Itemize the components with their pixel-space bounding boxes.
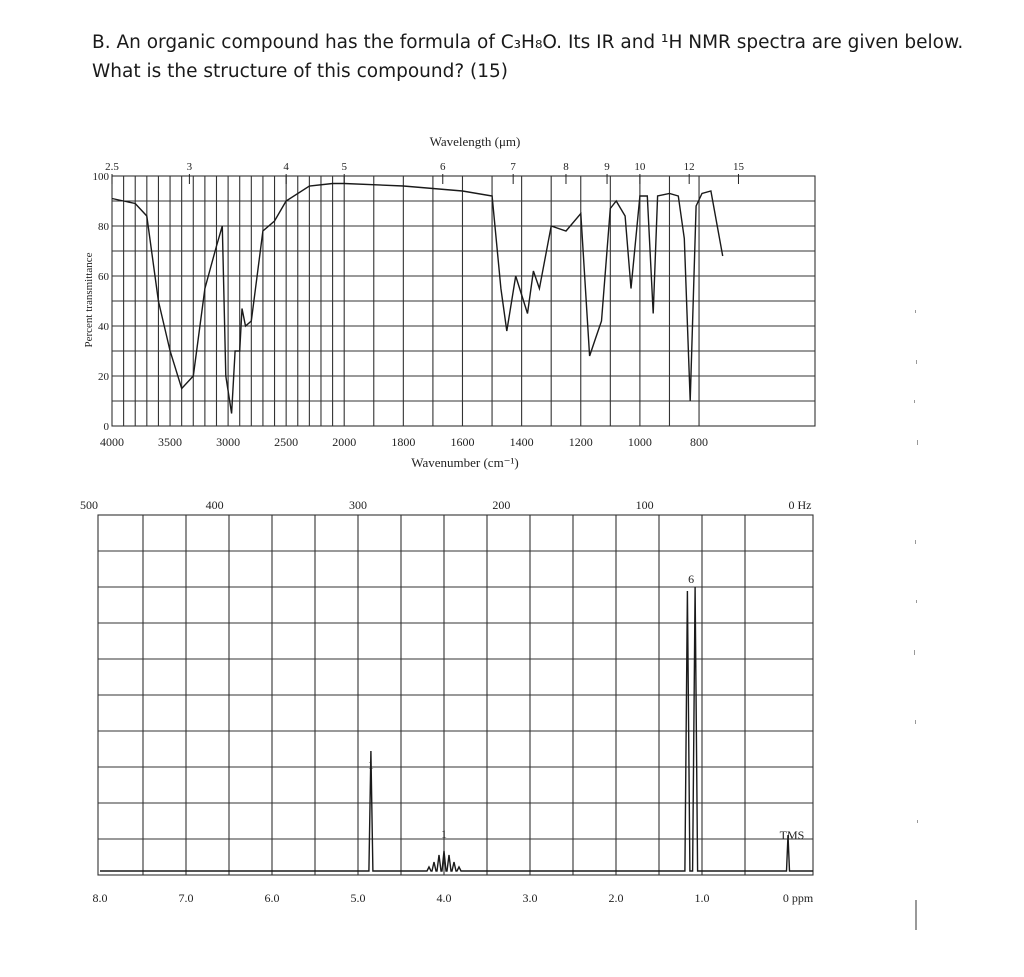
nmr-peak-label: 6 (688, 572, 695, 586)
nmr-x-tick-label: 3.0 (522, 891, 538, 905)
ir-y-tick-label: 100 (92, 171, 109, 183)
ir-top-tick-label: 12 (683, 161, 695, 173)
nmr-peak-labels (368, 572, 804, 842)
nmr-x-axis-ticks (93, 891, 814, 905)
ir-x-tick-label: 800 (690, 435, 709, 449)
nmr-x-tick-label: 0 ppm (782, 891, 814, 905)
ir-top-axis-title: Wavelength (μm) (429, 134, 521, 149)
nmr-peak-label: 1 (367, 758, 374, 772)
question-line-1: B. An organic compound has the formula of C₃H₈O. Its IR and ¹H NMR spectra are given below. (92, 32, 964, 53)
ir-y-axis-label: Percent transmittance (83, 252, 95, 348)
ir-grid (112, 176, 815, 426)
nmr-x-tick-label: 1.0 (694, 891, 710, 905)
ir-top-tick-label: 9 (604, 161, 610, 173)
ir-top-tick-label: 5 (341, 161, 347, 173)
ir-x-tick-label: 2000 (332, 435, 357, 449)
ir-x-tick-label: 1200 (568, 435, 593, 449)
nmr-top-tick-label: 500 (80, 498, 98, 512)
ir-y-tick-label: 0 (103, 421, 109, 433)
nmr-top-axis-ticks (80, 498, 812, 512)
nmr-top-tick-label: 200 (492, 498, 511, 512)
nmr-x-tick-label: 7.0 (178, 891, 194, 905)
nmr-x-tick-label: 5.0 (350, 891, 366, 905)
nmr-peak-label: TMS (779, 828, 805, 842)
ir-x-tick-label: 1000 (627, 435, 652, 449)
nmr-x-tick-label: 8.0 (92, 891, 108, 905)
ir-y-tick-label: 80 (98, 221, 109, 233)
ir-x-axis-label: Wavenumber (cm⁻¹) (411, 455, 519, 470)
ir-x-tick-label: 1800 (391, 435, 416, 449)
ir-x-tick-label: 1400 (509, 435, 534, 449)
nmr-spectrum-chart (80, 498, 814, 905)
ir-top-tick-label: 10 (634, 161, 646, 173)
ir-y-tick-label: 60 (98, 271, 109, 283)
scan-noise (905, 300, 925, 940)
nmr-top-tick-label: 100 (635, 498, 654, 512)
ir-y-tick-label: 20 (98, 371, 109, 383)
ir-spectrum-chart (83, 134, 815, 470)
nmr-x-tick-label: 2.0 (608, 891, 624, 905)
nmr-top-tick-label: 0 Hz (788, 498, 812, 512)
nmr-x-tick-label: 6.0 (264, 891, 280, 905)
ir-top-tick-label: 15 (732, 161, 744, 173)
ir-spectrum-trace (112, 184, 723, 414)
ir-y-axis-ticks (93, 171, 110, 433)
ir-top-tick-label: 6 (440, 161, 446, 173)
ir-top-tick-label: 2.5 (105, 161, 119, 173)
ir-x-tick-label: 4000 (100, 435, 124, 449)
ir-x-tick-label: 3500 (158, 435, 183, 449)
nmr-grid (98, 515, 813, 875)
ir-top-tick-label: 4 (283, 161, 289, 173)
ir-top-tick-label: 7 (510, 161, 516, 173)
ir-top-axis-ticks (105, 161, 744, 184)
ir-x-axis-ticks (100, 435, 708, 449)
ir-x-tick-label: 3000 (216, 435, 241, 449)
nmr-x-tick-label: 4.0 (436, 891, 452, 905)
nmr-peak-label: 1 (441, 827, 447, 841)
ir-top-tick-label: 8 (563, 161, 569, 173)
ir-y-tick-label: 40 (98, 321, 109, 333)
ir-top-tick-label: 3 (186, 161, 193, 173)
ir-x-tick-label: 2500 (274, 435, 299, 449)
question-line-2: What is the structure of this compound? (15) (92, 61, 509, 82)
nmr-top-tick-label: 300 (349, 498, 367, 512)
ir-x-tick-label: 1600 (450, 435, 475, 449)
nmr-top-tick-label: 400 (205, 498, 224, 512)
nmr-spectrum-trace (100, 587, 813, 871)
